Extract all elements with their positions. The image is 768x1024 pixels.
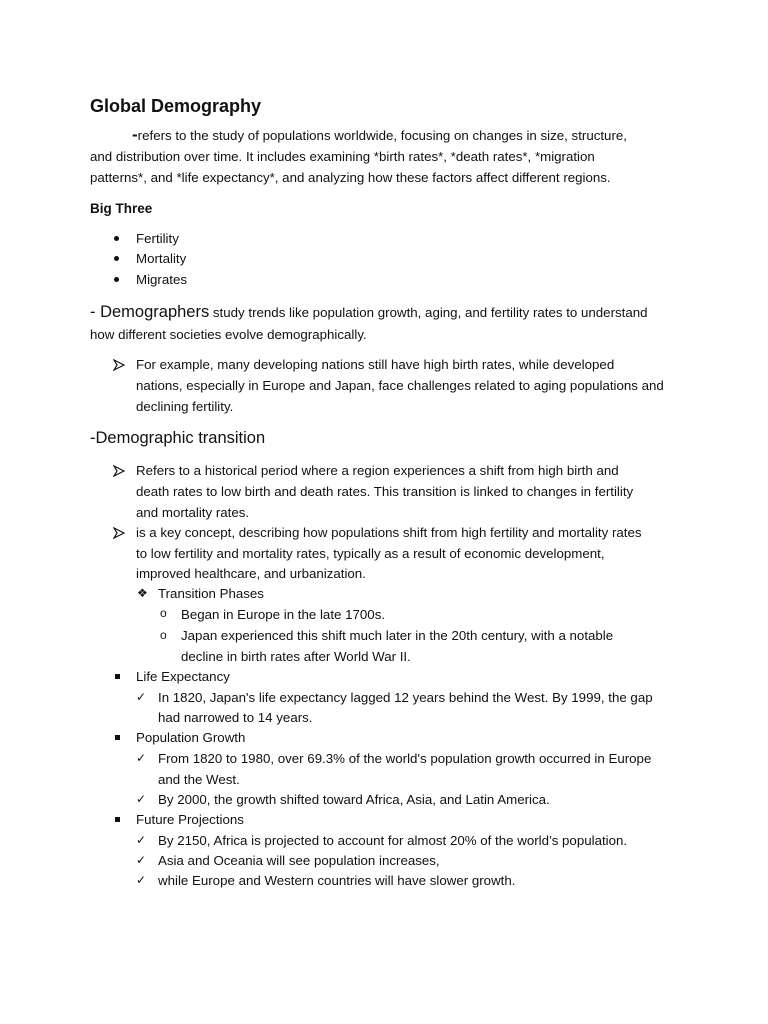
transition-point-1-line: Refers to a historical period where a region experiences a shift from high birth and xyxy=(136,463,619,478)
arrow-bullet-icon xyxy=(113,527,125,539)
bullet-icon xyxy=(114,236,119,241)
check-line: By 2000, the growth shifted toward Africa, Asia, and Latin America. xyxy=(158,792,550,807)
arrow-bullet-icon xyxy=(113,359,125,371)
list-item: Fertility xyxy=(136,231,179,246)
check-line: Asia and Oceania will see population increases, xyxy=(158,853,440,868)
big-three-heading: Big Three xyxy=(90,201,153,216)
list-item: Migrates xyxy=(136,272,187,287)
circle-bullet-icon: o xyxy=(160,628,167,642)
check-icon: ✓ xyxy=(136,792,147,806)
transition-point-1-line: death rates to low birth and death rates. This transition is linked to changes in fertility xyxy=(136,484,634,499)
intro-line-2: and distribution over time. It includes examining *birth rates*, *death rates*, *migration xyxy=(90,149,595,164)
demographers-line-1: - Demographers study trends like population growth, aging, and fertility rates to understand xyxy=(90,303,648,321)
diamond-bullet-icon: ❖ xyxy=(137,586,148,600)
check-line: In 1820, Japan's life expectancy lagged 12 years behind the West. By 1999, the gap xyxy=(158,690,653,705)
section-label-future-projections: Future Projections xyxy=(136,812,244,827)
intro-line-3: patterns*, and *life expectancy*, and analyzing how these factors affect different regions. xyxy=(90,170,611,185)
list-item: Mortality xyxy=(136,251,187,266)
bullet-icon xyxy=(114,277,119,282)
check-line: and the West. xyxy=(158,772,240,787)
section-label-population-growth: Population Growth xyxy=(136,730,246,745)
check-line: By 2150, Africa is projected to account for almost 20% of the world’s population. xyxy=(158,833,628,848)
arrow-bullet-icon xyxy=(113,465,125,477)
example-line-2: nations, especially in Europe and Japan, face challenges related to aging populations and xyxy=(136,378,664,393)
check-line: had narrowed to 14 years. xyxy=(158,710,313,725)
transition-point-1-line: and mortality rates. xyxy=(136,505,250,520)
intro-line-1: -refers to the study of populations worldwide, focusing on changes in size, structure, xyxy=(132,125,627,144)
check-line: From 1820 to 1980, over 69.3% of the world's population growth occurred in Europe xyxy=(158,751,652,766)
phase-line: decline in birth rates after World War II. xyxy=(181,649,411,664)
check-icon: ✓ xyxy=(136,751,147,765)
example-line-1: For example, many developing nations still have high birth rates, while developed xyxy=(136,357,615,372)
phase-line: Began in Europe in the late 1700s. xyxy=(181,607,386,622)
bullet-icon xyxy=(114,256,119,261)
demographers-line-2: how different societies evolve demographically. xyxy=(90,327,367,342)
page-title: Global Demography xyxy=(90,96,262,116)
square-bullet-icon xyxy=(115,735,120,740)
example-line-3: declining fertility. xyxy=(136,399,234,414)
square-bullet-icon xyxy=(115,817,120,822)
check-icon: ✓ xyxy=(136,873,147,887)
square-bullet-icon xyxy=(115,674,120,679)
transition-point-2-line: improved healthcare, and urbanization. xyxy=(136,566,366,581)
phase-line: Japan experienced this shift much later in the 20th century, with a notable xyxy=(181,628,614,643)
phases-label: Transition Phases xyxy=(158,586,264,601)
circle-bullet-icon: o xyxy=(160,606,167,620)
check-icon: ✓ xyxy=(136,690,147,704)
check-icon: ✓ xyxy=(136,853,147,867)
transition-point-2-line: is a key concept, describing how populations shift from high fertility and mortality rates xyxy=(136,525,642,540)
check-line: while Europe and Western countries will have slower growth. xyxy=(158,873,516,888)
section-label-life-expectancy: Life Expectancy xyxy=(136,669,230,684)
check-icon: ✓ xyxy=(136,833,147,847)
transition-point-2-line: to low fertility and mortality rates, typically as a result of economic development, xyxy=(136,546,605,561)
transition-heading: -Demographic transition xyxy=(90,429,266,447)
